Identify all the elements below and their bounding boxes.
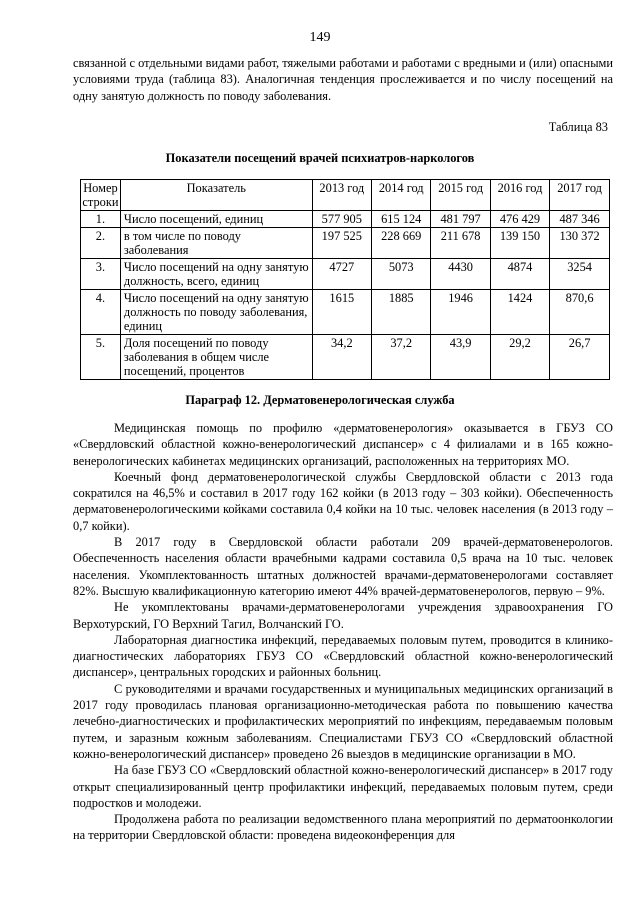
intro-text <box>73 55 613 104</box>
value-2016: 29,2 <box>490 335 549 380</box>
value-2017: 3254 <box>550 259 610 290</box>
value-2015: 4430 <box>431 259 490 290</box>
header-indicator: Показатель <box>120 180 312 211</box>
value-2014: 1885 <box>372 290 431 335</box>
value-2015: 481 797 <box>431 211 490 228</box>
row-indicator: Число посещений на одну занятую должность, всего, единиц <box>120 259 312 290</box>
section-body <box>73 420 613 844</box>
value-2016: 476 429 <box>490 211 549 228</box>
value-2013: 34,2 <box>312 335 371 380</box>
table-row <box>81 259 610 290</box>
value-2013: 1615 <box>312 290 371 335</box>
value-2017: 870,6 <box>550 290 610 335</box>
value-2015: 211 678 <box>431 228 490 259</box>
row-indicator: Доля посещений по поводу заболевания в общем числе посещений, процентов <box>120 335 312 380</box>
value-2014: 37,2 <box>372 335 431 380</box>
value-2017: 26,7 <box>550 335 610 380</box>
header-row-number: Номер строки <box>82 181 119 209</box>
table-row <box>81 211 610 228</box>
value-2013: 577 905 <box>312 211 371 228</box>
header-2013: 2013 год <box>312 180 371 211</box>
paragraph: На базе ГБУЗ СО «Свердловский областной кожно-венерологический диспансер» в 2017 году открыт специализированный центр профилактики инфекций, передаваемых половым путем, среди подростков и молодежи. <box>73 763 613 810</box>
value-2014: 615 124 <box>372 211 431 228</box>
value-2016: 1424 <box>490 290 549 335</box>
row-number: 3. <box>81 259 121 290</box>
paragraph: Лабораторная диагностика инфекций, передаваемых половым путем, проводится в клинико-диагностических лабораториях ГБУЗ СО «Свердловский областной кожно-венерологический диспансер», центральных городских и районных больниц. <box>73 632 613 680</box>
section-title: Параграф 12. Дерматовенерологическая служба <box>185 393 455 407</box>
value-2017: 487 346 <box>550 211 610 228</box>
table-row <box>81 290 610 335</box>
row-number: 1. <box>81 211 121 228</box>
paragraph: Не укомплектованы врачами-дерматовенерологами учреждения здравоохранения ГО Верхотурский, ГО Верхний Тагил, Волчанский ГО. <box>73 600 613 631</box>
table-header-row <box>81 180 610 211</box>
visits-table <box>80 179 610 380</box>
paragraph: Медицинская помощь по профилю «дерматовенерология» оказывается в ГБУЗ СО «Свердловский областной кожно-венерологический диспансер» с 4 филиалами и в 165 кожно-венерологических кабинетах медицинских организаций, расположенных на территориях МО. <box>73 421 613 468</box>
paragraph: В 2017 году в Свердловской области работали 209 врачей-дерматовенерологов. Обеспеченность населения области врачебными кадрами составила 0,5 врача на 10 тыс. человек населения. Укомплектованность штатных должностей врачами-дерматовенерологами составляет 82%. Высшую квалификационную категорию имеют 44% врачей-дерматовенерологов, первую – 9%. <box>73 535 613 598</box>
paragraph: Продолжена работа по реализации ведомственного плана мероприятий по дерматоонкологии на территории Свердловской области: проведена видеоконференция для <box>73 812 613 843</box>
paragraph: связанной с отдельными видами работ, тяжелыми работами и работами с вредными и (или) опасными условиями труда (таблица 83). Аналогичная тенденция прослеживается и по числу посещений на одну занятую должность по поводу заболевания. <box>73 56 613 103</box>
value-2015: 1946 <box>431 290 490 335</box>
value-2013: 4727 <box>312 259 371 290</box>
header-2016: 2016 год <box>490 180 549 211</box>
header-2014: 2014 год <box>372 180 431 211</box>
page-number: 149 <box>309 30 331 45</box>
value-2016: 139 150 <box>490 228 549 259</box>
header-2017: 2017 год <box>550 180 610 211</box>
table-row <box>81 335 610 380</box>
row-number: 2. <box>81 228 121 259</box>
paragraph: С руководителями и врачами государственных и муниципальных медицинских организаций в 2017 году проводилась плановая организационно-методическая работа по повышению качества лечебно-диагностических и профилактических мероприятий по инфекциям, передаваемым половым путем, и заразным кожным заболеваниям. Специалистами ГБУЗ СО «Свердловский областной кожно-венерологический диспансер» проведено 26 выездов в медицинские организации в МО. <box>73 681 613 761</box>
value-2015: 43,9 <box>431 335 490 380</box>
value-2013: 197 525 <box>312 228 371 259</box>
table-title: Показатели посещений врачей психиатров-наркологов <box>165 151 475 165</box>
row-number: 4. <box>81 290 121 335</box>
value-2014: 228 669 <box>372 228 431 259</box>
paragraph: Коечный фонд дерматовенерологической службы Свердловской области с 2013 года сократился на 46,5% и составил в 2017 году 162 койки (в 2013 году – 303 койки). Обеспеченность дерматовенерологическими койками составила 0,4 койки на 10 тыс. человек населения (в 2013 году – 0,7 койки). <box>73 469 613 533</box>
row-number: 5. <box>81 335 121 380</box>
value-2014: 5073 <box>372 259 431 290</box>
header-2015: 2015 год <box>431 180 490 211</box>
table-row <box>81 228 610 259</box>
row-indicator: Число посещений, единиц <box>120 211 312 228</box>
row-indicator: Число посещений на одну занятую должность по поводу заболевания, единиц <box>120 290 312 335</box>
table-label: Таблица 83 <box>548 120 608 134</box>
value-2017: 130 372 <box>550 228 610 259</box>
row-indicator: в том числе по поводу заболевания <box>120 228 312 259</box>
value-2016: 4874 <box>490 259 549 290</box>
